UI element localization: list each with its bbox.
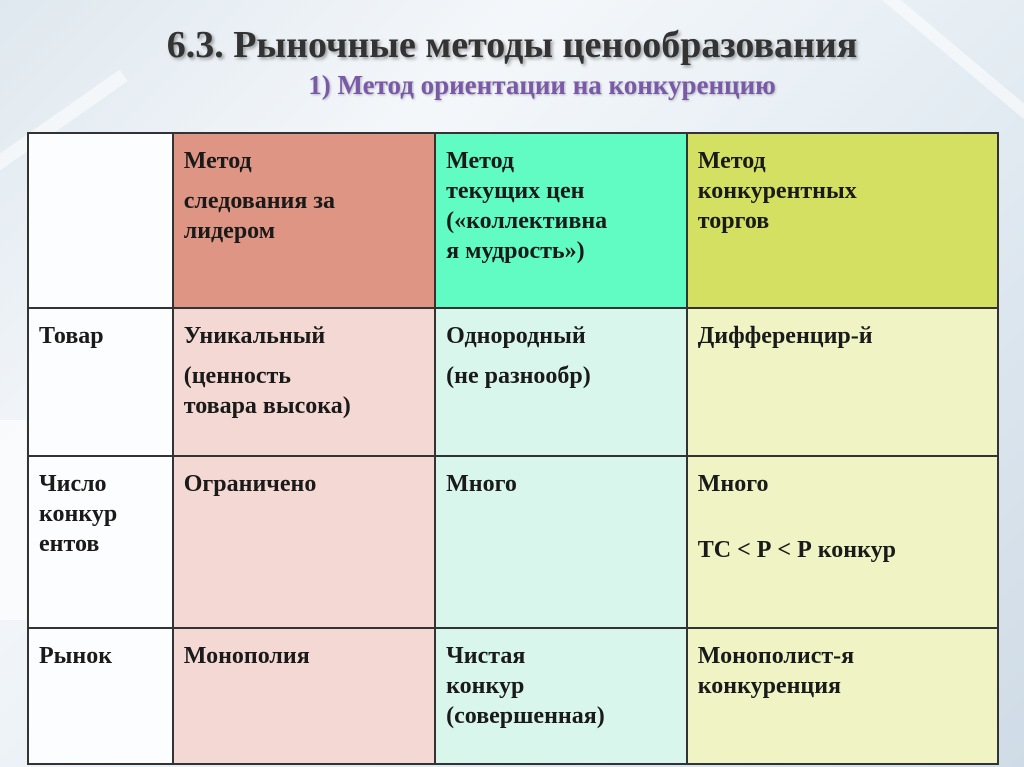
cell-text: Много: [697, 471, 769, 497]
header-cell-leader: [173, 133, 435, 308]
header-text: («коллективна: [446, 208, 608, 234]
cell-text: Чистая: [446, 643, 526, 669]
cell-text: конкур: [446, 673, 525, 699]
header-cell-current-prices: [435, 133, 687, 308]
header-text: лидером: [183, 218, 276, 244]
header-text: я мудрость»): [446, 238, 585, 264]
cell-text: Уникальный: [183, 323, 326, 349]
table-corner-cell: [28, 133, 173, 308]
cell-text: (не разнообр): [446, 363, 591, 389]
table-row: [28, 628, 998, 764]
table-cell: [687, 628, 998, 764]
row-label: Товар: [39, 323, 104, 349]
row-label: ентов: [39, 531, 100, 557]
table-cell: [173, 308, 435, 456]
background-shard: [0, 420, 26, 620]
header-text: Метод: [446, 148, 515, 174]
header-text: Метод: [697, 148, 766, 174]
header-text: конкурентных: [697, 178, 857, 204]
cell-text: товара высока): [183, 393, 351, 419]
cell-text: Монополия: [183, 643, 310, 669]
table-header-row: [28, 133, 998, 308]
table-cell: [435, 456, 687, 628]
cell-text: (совершенная): [446, 703, 605, 729]
slide-title: [0, 22, 1024, 102]
row-label-cell: [28, 456, 173, 628]
table-cell: [687, 456, 998, 628]
table-row: [28, 308, 998, 456]
cell-text: Ограничено: [183, 471, 317, 497]
title-subtitle: 1) Метод ориентации на конкуренцию: [308, 70, 776, 100]
table-cell: [173, 628, 435, 764]
pricing-methods-table: [27, 132, 999, 765]
header-text: Метод: [183, 148, 252, 174]
cell-text: Монополист-я: [697, 643, 855, 669]
row-label: конкур: [39, 501, 118, 527]
row-label-cell: [28, 628, 173, 764]
header-text: торгов: [697, 208, 770, 234]
cell-text: (ценность: [183, 363, 291, 389]
title-main: 6.3. Рыночные методы ценообразования: [166, 24, 858, 66]
cell-text: Однородный: [446, 323, 586, 349]
cost-price-relation: ТС < Р < Р конкур: [697, 537, 896, 563]
cell-text: конкуренция: [697, 673, 842, 699]
row-label: Рынок: [39, 643, 113, 669]
header-cell-tenders: [687, 133, 998, 308]
table-cell: [435, 628, 687, 764]
row-label-cell: [28, 308, 173, 456]
row-label: Число: [39, 471, 107, 497]
table-cell: [173, 456, 435, 628]
table-cell: [435, 308, 687, 456]
table-row: [28, 456, 998, 628]
header-text: текущих цен: [446, 178, 585, 204]
header-text: следования за: [183, 188, 335, 214]
cell-text: Дифференцир-й: [697, 323, 873, 349]
cell-text: Много: [446, 471, 517, 497]
table-cell: [687, 308, 998, 456]
